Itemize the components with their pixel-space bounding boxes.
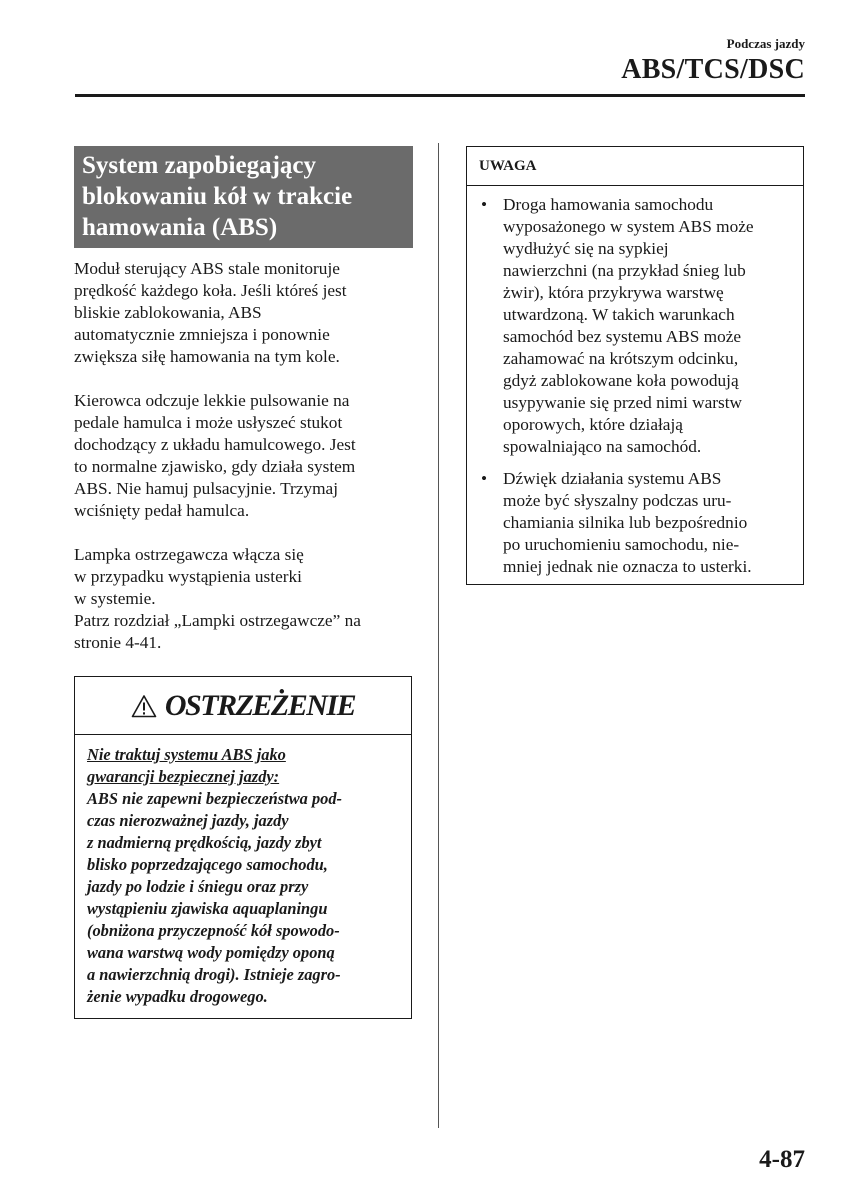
text-line: wciśnięty pedał hamulca. xyxy=(74,501,250,520)
note-text-line: wyposażonego w system ABS może xyxy=(503,217,754,236)
bullet-icon: • xyxy=(481,469,488,488)
page-number: 4-87 xyxy=(759,1146,805,1173)
warning-title: OSTRZEŻENIE xyxy=(164,688,356,722)
header-rule xyxy=(75,94,805,97)
note-text-line: utwardzoną. W takich warunkach xyxy=(503,305,735,324)
note-text-line: może być słyszalny podczas uru- xyxy=(503,491,732,510)
text-line: Patrz rozdział „Lampki ostrzegawcze” na xyxy=(74,611,361,630)
note-text-line: po uruchomieniu samochodu, nie- xyxy=(503,535,740,554)
section-title-line: blokowaniu kół w trakcie xyxy=(82,183,353,210)
warning-text-line: a nawierzchnią drogi). Istnieje zagro- xyxy=(87,965,341,984)
paragraph-abs-module xyxy=(74,258,414,368)
running-header-section: Podczas jazdy xyxy=(726,36,805,51)
warning-text-line: jazdy po lodzie i śniegu oraz przy xyxy=(87,877,309,896)
warning-subtitle-line: gwarancji bezpiecznej jazdy: xyxy=(87,767,280,786)
note-text-line: żwir), która przykrywa warstwę xyxy=(503,283,724,302)
note-text-line: samochód bez systemu ABS może xyxy=(503,327,742,346)
section-title xyxy=(74,146,413,248)
note-item xyxy=(477,194,793,458)
text-line: Lampka ostrzegawcza włącza się xyxy=(74,545,304,564)
text-line: bliskie zablokowania, ABS xyxy=(74,303,262,322)
text-line: w systemie. xyxy=(74,589,156,608)
warning-triangle-icon xyxy=(131,694,157,718)
note-text-line: mniej jednak nie oznacza to usterki. xyxy=(503,557,752,576)
text-line: to normalne zjawisko, gdy działa system xyxy=(74,457,356,476)
left-column xyxy=(74,146,414,1019)
bullet-icon: • xyxy=(481,195,488,214)
text-line: Moduł sterujący ABS stale monitoruje xyxy=(74,259,340,278)
section-title-line: System zapobiegający xyxy=(82,152,316,179)
warning-text-line: (obniżona przyczepność kół spowodo- xyxy=(87,921,340,940)
section-title-line: hamowania (ABS) xyxy=(82,214,278,241)
note-title: UWAGA xyxy=(467,147,803,186)
text-line: dochodzący z układu hamulcowego. Jest xyxy=(74,435,356,454)
warning-text-line: z nadmierną prędkością, jazdy zbyt xyxy=(87,833,322,852)
right-column xyxy=(466,146,804,585)
note-text-line: wydłużyć się na sypkiej xyxy=(503,239,669,258)
text-line: w przypadku wystąpienia usterki xyxy=(74,567,302,586)
text-line: prędkość każdego koła. Jeśli któreś jest xyxy=(74,281,347,300)
text-line: stronie 4-41. xyxy=(74,633,162,652)
column-divider xyxy=(438,143,439,1128)
warning-body xyxy=(75,735,411,1018)
note-text-line: Droga hamowania samochodu xyxy=(503,195,714,214)
text-line: pedale hamulca i może usłyszeć stukot xyxy=(74,413,343,432)
text-line: zwiększa siłę hamowania na tym kole. xyxy=(74,347,340,366)
warning-text-line: wana warstwą wody pomiędzy oponą xyxy=(87,943,335,962)
note-text-line: usypywanie się przed nimi warstw xyxy=(503,393,743,412)
note-text-line: zahamować na krótszym odcinku, xyxy=(503,349,739,368)
warning-header xyxy=(75,677,411,735)
warning-text-line: blisko poprzedzającego samochodu, xyxy=(87,855,328,874)
warning-text-line: czas nierozważnej jazdy, jazdy xyxy=(87,811,289,830)
note-box xyxy=(466,146,804,585)
note-list xyxy=(467,186,803,584)
note-text-line: nawierzchni (na przykład śnieg lub xyxy=(503,261,746,280)
warning-text-line: żenie wypadku drogowego. xyxy=(87,987,268,1006)
page-header-title: ABS/TCS/DSC xyxy=(621,54,805,85)
warning-subtitle-line: Nie traktuj systemu ABS jako xyxy=(87,745,286,764)
note-text-line: gdyż zablokowane koła powodują xyxy=(503,371,739,390)
paragraph-pedal-pulsing xyxy=(74,390,414,522)
note-text-line: chamiania silnika lub bezpośrednio xyxy=(503,513,748,532)
warning-text-line: wystąpieniu zjawiska aquaplaningu xyxy=(87,899,328,918)
note-text-line: oporowych, które działają xyxy=(503,415,683,434)
warning-text-line: ABS nie zapewni bezpieczeństwa pod- xyxy=(87,789,342,808)
text-line: Kierowca odczuje lekkie pulsowanie na xyxy=(74,391,350,410)
warning-box xyxy=(74,676,412,1019)
text-line: automatycznie zmniejsza i ponownie xyxy=(74,325,330,344)
text-line: ABS. Nie hamuj pulsacyjnie. Trzymaj xyxy=(74,479,339,498)
paragraph-warning-lamp xyxy=(74,544,414,654)
note-item xyxy=(477,468,793,578)
note-text-line: spowalniająco na samochód. xyxy=(503,437,702,456)
note-text-line: Dźwięk działania systemu ABS xyxy=(503,469,722,488)
